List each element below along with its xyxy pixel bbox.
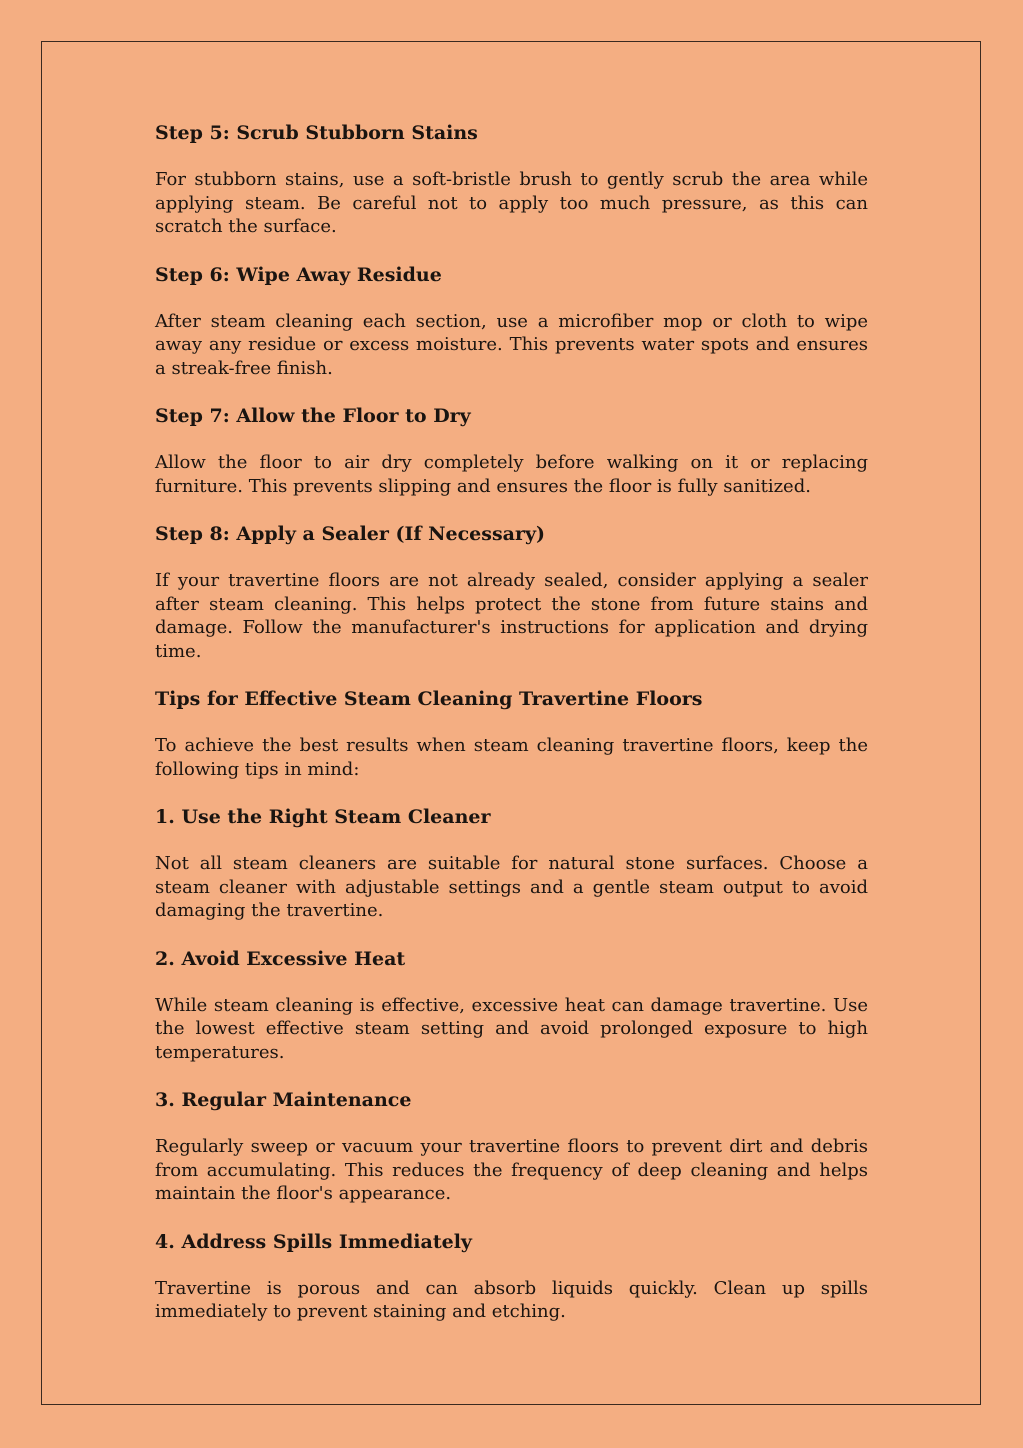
step-5-heading: Step 5: Scrub Stubborn Stains (155, 122, 478, 144)
step-5-body: For stubborn stains, use a soft-bristle brush to gently scrub the area while applying steam. Be careful not to apply too much pressure, as this can scratch the surface. (155, 169, 868, 237)
step-7-heading: Step 7: Allow the Floor to Dry (155, 405, 471, 427)
tip-2-heading: 2. Avoid Excessive Heat (155, 947, 406, 970)
document-content (155, 121, 868, 1348)
step-8-heading: Step 8: Apply a Sealer (If Necessary) (155, 523, 546, 545)
step-6-body: After steam cleaning each section, use a microfiber mop or cloth to wipe away any residue or excess moisture. This prevents water spots and ensures a streak-free finish. (155, 310, 868, 379)
tip-1-heading: 1. Use the Right Steam Cleaner (155, 806, 491, 828)
tip-3-body: Regularly sweep or vacuum your travertine floors to prevent dirt and debris from accumulating. This reduces the frequency of deep cleaning and helps maintain the floor's appearance. (155, 1136, 868, 1204)
step-6-heading: Step 6: Wipe Away Residue (155, 263, 442, 286)
tip-1-body: Not all steam cleaners are suitable for natural stone surfaces. Choose a steam cleaner with adjustable settings and a gentle steam output to avoid damaging the travertine. (155, 853, 868, 921)
tips-intro: To achieve the best results when steam cleaning travertine floors, keep the following tips in mind: (155, 735, 868, 780)
tips-heading: Tips for Effective Steam Cleaning Travertine Floors (155, 688, 703, 710)
tip-4-heading: 4. Address Spills Immediately (155, 1230, 472, 1253)
step-7-body: Allow the floor to air dry completely before walking on it or replacing furniture. This prevents slipping and ensures the floor is fully sanitized. (155, 452, 868, 497)
tip-3-heading: 3. Regular Maintenance (155, 1089, 412, 1111)
tip-2-body: While steam cleaning is effective, excessive heat can damage travertine. Use the lowest effective steam setting and avoid prolonged exposure to high temperatures. (155, 994, 868, 1063)
tip-4-body: Travertine is porous and can absorb liquids quickly. Clean up spills immediately to prevent staining and etching. (155, 1277, 868, 1322)
step-8-body: If your travertine floors are not already sealed, consider applying a sealer after steam cleaning. This helps protect the stone from future stains and damage. Follow the manufacturer's instructions for application and drying time. (155, 570, 868, 662)
